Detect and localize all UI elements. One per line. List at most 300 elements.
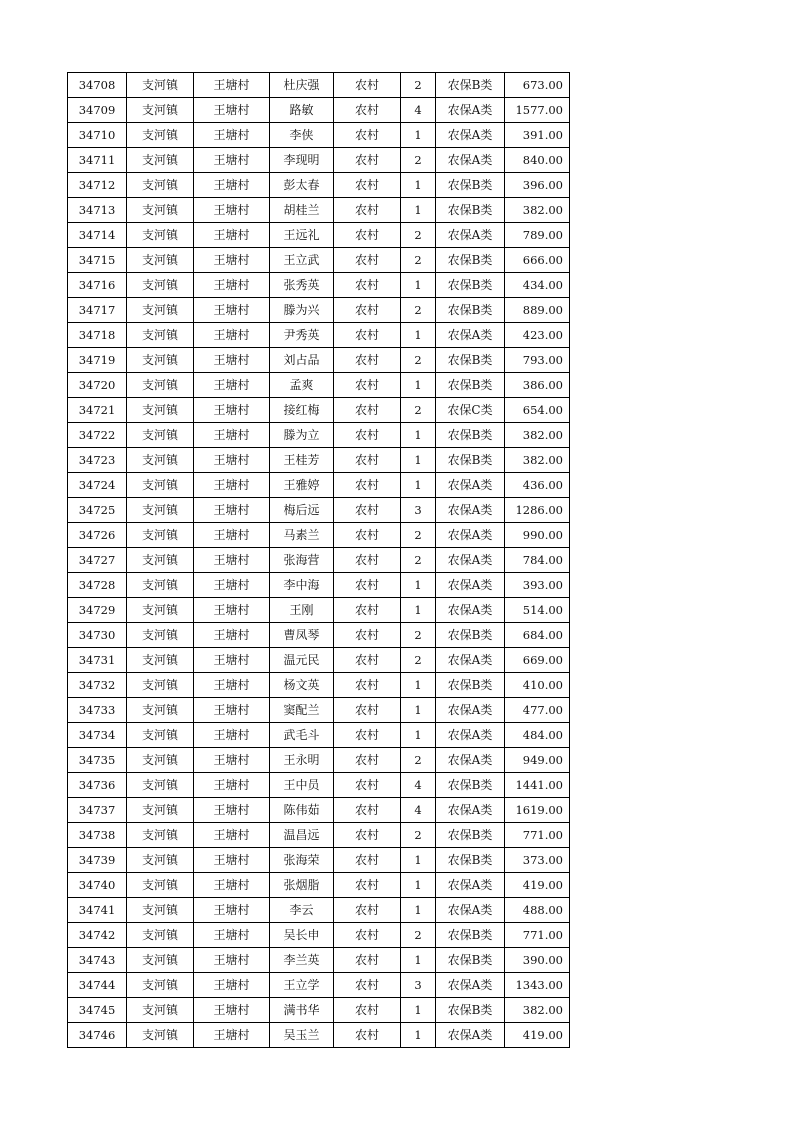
area-type-cell: 农村 <box>334 273 401 298</box>
insurance-category-cell: 农保A类 <box>436 98 505 123</box>
amount-cell: 840.00 <box>505 148 570 173</box>
area-type-cell: 农村 <box>334 948 401 973</box>
village-cell: 王塘村 <box>194 148 270 173</box>
village-cell: 王塘村 <box>194 248 270 273</box>
household-size-cell: 1 <box>401 848 436 873</box>
area-type-cell: 农村 <box>334 648 401 673</box>
amount-cell: 373.00 <box>505 848 570 873</box>
person-name-cell: 王远礼 <box>270 223 334 248</box>
amount-cell: 684.00 <box>505 623 570 648</box>
area-type-cell: 农村 <box>334 723 401 748</box>
village-cell: 王塘村 <box>194 423 270 448</box>
village-cell: 王塘村 <box>194 898 270 923</box>
person-name-cell: 接红梅 <box>270 398 334 423</box>
insurance-category-cell: 农保A类 <box>436 973 505 998</box>
table-row <box>68 748 570 773</box>
table-row <box>68 648 570 673</box>
record-id-cell: 34735 <box>68 748 127 773</box>
insurance-category-cell: 农保B类 <box>436 623 505 648</box>
household-size-cell: 2 <box>401 223 436 248</box>
record-id-cell: 34710 <box>68 123 127 148</box>
amount-cell: 434.00 <box>505 273 570 298</box>
area-type-cell: 农村 <box>334 1023 401 1048</box>
person-name-cell: 王雅婷 <box>270 473 334 498</box>
record-id-cell: 34730 <box>68 623 127 648</box>
town-cell: 支河镇 <box>127 623 194 648</box>
town-cell: 支河镇 <box>127 398 194 423</box>
record-id-cell: 34712 <box>68 173 127 198</box>
insurance-category-cell: 农保A类 <box>436 223 505 248</box>
area-type-cell: 农村 <box>334 548 401 573</box>
village-cell: 王塘村 <box>194 323 270 348</box>
town-cell: 支河镇 <box>127 923 194 948</box>
record-id-cell: 34729 <box>68 598 127 623</box>
table-row <box>68 298 570 323</box>
insurance-category-cell: 农保B类 <box>436 673 505 698</box>
amount-cell: 666.00 <box>505 248 570 273</box>
person-name-cell: 彭太春 <box>270 173 334 198</box>
town-cell: 支河镇 <box>127 423 194 448</box>
table-row <box>68 123 570 148</box>
household-size-cell: 2 <box>401 648 436 673</box>
household-size-cell: 2 <box>401 623 436 648</box>
amount-cell: 382.00 <box>505 448 570 473</box>
table-row <box>68 498 570 523</box>
town-cell: 支河镇 <box>127 373 194 398</box>
record-id-cell: 34725 <box>68 498 127 523</box>
town-cell: 支河镇 <box>127 773 194 798</box>
household-size-cell: 1 <box>401 323 436 348</box>
record-id-cell: 34731 <box>68 648 127 673</box>
village-cell: 王塘村 <box>194 773 270 798</box>
village-cell: 王塘村 <box>194 598 270 623</box>
town-cell: 支河镇 <box>127 498 194 523</box>
insurance-category-cell: 农保A类 <box>436 648 505 673</box>
area-type-cell: 农村 <box>334 298 401 323</box>
person-name-cell: 陈伟茹 <box>270 798 334 823</box>
area-type-cell: 农村 <box>334 698 401 723</box>
data-table <box>67 72 570 1048</box>
insurance-category-cell: 农保A类 <box>436 498 505 523</box>
insurance-category-cell: 农保B类 <box>436 273 505 298</box>
amount-cell: 396.00 <box>505 173 570 198</box>
table-row <box>68 398 570 423</box>
village-cell: 王塘村 <box>194 223 270 248</box>
record-id-cell: 34727 <box>68 548 127 573</box>
area-type-cell: 农村 <box>334 998 401 1023</box>
household-size-cell: 1 <box>401 473 436 498</box>
table-row <box>68 573 570 598</box>
area-type-cell: 农村 <box>334 198 401 223</box>
area-type-cell: 农村 <box>334 398 401 423</box>
insurance-category-cell: 农保C类 <box>436 398 505 423</box>
village-cell: 王塘村 <box>194 648 270 673</box>
record-id-cell: 34743 <box>68 948 127 973</box>
insurance-category-cell: 农保A类 <box>436 548 505 573</box>
household-size-cell: 2 <box>401 73 436 98</box>
village-cell: 王塘村 <box>194 273 270 298</box>
household-size-cell: 2 <box>401 548 436 573</box>
table-row <box>68 373 570 398</box>
town-cell: 支河镇 <box>127 273 194 298</box>
person-name-cell: 王立学 <box>270 973 334 998</box>
record-id-cell: 34720 <box>68 373 127 398</box>
household-size-cell: 2 <box>401 248 436 273</box>
area-type-cell: 农村 <box>334 848 401 873</box>
area-type-cell: 农村 <box>334 323 401 348</box>
town-cell: 支河镇 <box>127 848 194 873</box>
record-id-cell: 34741 <box>68 898 127 923</box>
town-cell: 支河镇 <box>127 248 194 273</box>
record-id-cell: 34745 <box>68 998 127 1023</box>
insurance-category-cell: 农保A类 <box>436 898 505 923</box>
household-size-cell: 4 <box>401 98 436 123</box>
household-size-cell: 2 <box>401 823 436 848</box>
person-name-cell: 曹凤琴 <box>270 623 334 648</box>
town-cell: 支河镇 <box>127 548 194 573</box>
village-cell: 王塘村 <box>194 573 270 598</box>
insurance-category-cell: 农保B类 <box>436 423 505 448</box>
area-type-cell: 农村 <box>334 348 401 373</box>
area-type-cell: 农村 <box>334 473 401 498</box>
insurance-category-cell: 农保B类 <box>436 248 505 273</box>
record-id-cell: 34732 <box>68 673 127 698</box>
area-type-cell: 农村 <box>334 798 401 823</box>
household-size-cell: 1 <box>401 948 436 973</box>
household-size-cell: 1 <box>401 898 436 923</box>
table-row <box>68 198 570 223</box>
amount-cell: 793.00 <box>505 348 570 373</box>
amount-cell: 419.00 <box>505 1023 570 1048</box>
table-row <box>68 348 570 373</box>
town-cell: 支河镇 <box>127 873 194 898</box>
village-cell: 王塘村 <box>194 698 270 723</box>
area-type-cell: 农村 <box>334 248 401 273</box>
person-name-cell: 王桂芳 <box>270 448 334 473</box>
area-type-cell: 农村 <box>334 598 401 623</box>
person-name-cell: 李中海 <box>270 573 334 598</box>
person-name-cell: 滕为兴 <box>270 298 334 323</box>
village-cell: 王塘村 <box>194 973 270 998</box>
person-name-cell: 李现明 <box>270 148 334 173</box>
table-row <box>68 148 570 173</box>
insurance-category-cell: 农保B类 <box>436 998 505 1023</box>
household-size-cell: 2 <box>401 523 436 548</box>
record-id-cell: 34714 <box>68 223 127 248</box>
record-id-cell: 34728 <box>68 573 127 598</box>
table-row <box>68 598 570 623</box>
table-row <box>68 998 570 1023</box>
town-cell: 支河镇 <box>127 823 194 848</box>
table-row <box>68 923 570 948</box>
record-id-cell: 34711 <box>68 148 127 173</box>
amount-cell: 673.00 <box>505 73 570 98</box>
amount-cell: 488.00 <box>505 898 570 923</box>
record-id-cell: 34721 <box>68 398 127 423</box>
record-id-cell: 34715 <box>68 248 127 273</box>
household-size-cell: 1 <box>401 573 436 598</box>
household-size-cell: 1 <box>401 673 436 698</box>
amount-cell: 771.00 <box>505 923 570 948</box>
village-cell: 王塘村 <box>194 173 270 198</box>
town-cell: 支河镇 <box>127 648 194 673</box>
person-name-cell: 武毛斗 <box>270 723 334 748</box>
person-name-cell: 孟爽 <box>270 373 334 398</box>
record-id-cell: 34739 <box>68 848 127 873</box>
insurance-category-cell: 农保A类 <box>436 598 505 623</box>
amount-cell: 382.00 <box>505 423 570 448</box>
village-cell: 王塘村 <box>194 373 270 398</box>
insurance-category-cell: 农保B类 <box>436 823 505 848</box>
insurance-category-cell: 农保A类 <box>436 523 505 548</box>
amount-cell: 654.00 <box>505 398 570 423</box>
table-row <box>68 73 570 98</box>
table-row <box>68 323 570 348</box>
town-cell: 支河镇 <box>127 748 194 773</box>
amount-cell: 410.00 <box>505 673 570 698</box>
village-cell: 王塘村 <box>194 73 270 98</box>
insurance-category-cell: 农保A类 <box>436 723 505 748</box>
area-type-cell: 农村 <box>334 573 401 598</box>
amount-cell: 423.00 <box>505 323 570 348</box>
insurance-category-cell: 农保A类 <box>436 798 505 823</box>
amount-cell: 382.00 <box>505 198 570 223</box>
record-id-cell: 34713 <box>68 198 127 223</box>
insurance-category-cell: 农保A类 <box>436 473 505 498</box>
household-size-cell: 3 <box>401 498 436 523</box>
table-row <box>68 973 570 998</box>
record-id-cell: 34737 <box>68 798 127 823</box>
record-id-cell: 34734 <box>68 723 127 748</box>
household-size-cell: 1 <box>401 698 436 723</box>
record-id-cell: 34719 <box>68 348 127 373</box>
village-cell: 王塘村 <box>194 723 270 748</box>
town-cell: 支河镇 <box>127 998 194 1023</box>
insurance-category-cell: 农保B类 <box>436 448 505 473</box>
table-row <box>68 248 570 273</box>
amount-cell: 484.00 <box>505 723 570 748</box>
town-cell: 支河镇 <box>127 798 194 823</box>
record-id-cell: 34709 <box>68 98 127 123</box>
area-type-cell: 农村 <box>334 673 401 698</box>
village-cell: 王塘村 <box>194 948 270 973</box>
area-type-cell: 农村 <box>334 498 401 523</box>
amount-cell: 1577.00 <box>505 98 570 123</box>
person-name-cell: 张海荣 <box>270 848 334 873</box>
area-type-cell: 农村 <box>334 748 401 773</box>
person-name-cell: 温昌远 <box>270 823 334 848</box>
table-row <box>68 873 570 898</box>
village-cell: 王塘村 <box>194 1023 270 1048</box>
area-type-cell: 农村 <box>334 373 401 398</box>
person-name-cell: 李侠 <box>270 123 334 148</box>
household-size-cell: 2 <box>401 148 436 173</box>
village-cell: 王塘村 <box>194 673 270 698</box>
area-type-cell: 农村 <box>334 898 401 923</box>
person-name-cell: 滕为立 <box>270 423 334 448</box>
person-name-cell: 梅后远 <box>270 498 334 523</box>
insurance-category-cell: 农保B类 <box>436 73 505 98</box>
village-cell: 王塘村 <box>194 523 270 548</box>
person-name-cell: 尹秀英 <box>270 323 334 348</box>
insurance-category-cell: 农保A类 <box>436 573 505 598</box>
record-id-cell: 34718 <box>68 323 127 348</box>
household-size-cell: 1 <box>401 173 436 198</box>
table-row <box>68 698 570 723</box>
amount-cell: 391.00 <box>505 123 570 148</box>
town-cell: 支河镇 <box>127 898 194 923</box>
amount-cell: 477.00 <box>505 698 570 723</box>
village-cell: 王塘村 <box>194 548 270 573</box>
person-name-cell: 张烟脂 <box>270 873 334 898</box>
town-cell: 支河镇 <box>127 598 194 623</box>
household-size-cell: 1 <box>401 598 436 623</box>
person-name-cell: 刘占品 <box>270 348 334 373</box>
insurance-category-cell: 农保B类 <box>436 848 505 873</box>
household-size-cell: 2 <box>401 398 436 423</box>
table-row <box>68 223 570 248</box>
household-size-cell: 1 <box>401 423 436 448</box>
record-id-cell: 34717 <box>68 298 127 323</box>
insurance-category-cell: 农保A类 <box>436 698 505 723</box>
village-cell: 王塘村 <box>194 923 270 948</box>
amount-cell: 436.00 <box>505 473 570 498</box>
area-type-cell: 农村 <box>334 423 401 448</box>
person-name-cell: 杨文英 <box>270 673 334 698</box>
household-size-cell: 1 <box>401 873 436 898</box>
amount-cell: 393.00 <box>505 573 570 598</box>
record-id-cell: 34716 <box>68 273 127 298</box>
amount-cell: 990.00 <box>505 523 570 548</box>
record-id-cell: 34722 <box>68 423 127 448</box>
household-size-cell: 1 <box>401 723 436 748</box>
table-row <box>68 423 570 448</box>
record-id-cell: 34708 <box>68 73 127 98</box>
insurance-category-cell: 农保A类 <box>436 1023 505 1048</box>
person-name-cell: 李云 <box>270 898 334 923</box>
area-type-cell: 农村 <box>334 173 401 198</box>
table-row <box>68 448 570 473</box>
town-cell: 支河镇 <box>127 948 194 973</box>
village-cell: 王塘村 <box>194 873 270 898</box>
person-name-cell: 路敏 <box>270 98 334 123</box>
village-cell: 王塘村 <box>194 448 270 473</box>
person-name-cell: 杜庆强 <box>270 73 334 98</box>
household-size-cell: 1 <box>401 448 436 473</box>
amount-cell: 1441.00 <box>505 773 570 798</box>
insurance-category-cell: 农保B类 <box>436 348 505 373</box>
person-name-cell: 吴长申 <box>270 923 334 948</box>
table-row <box>68 623 570 648</box>
record-id-cell: 34742 <box>68 923 127 948</box>
household-size-cell: 2 <box>401 348 436 373</box>
table-row <box>68 173 570 198</box>
record-id-cell: 34738 <box>68 823 127 848</box>
town-cell: 支河镇 <box>127 348 194 373</box>
town-cell: 支河镇 <box>127 173 194 198</box>
person-name-cell: 张秀英 <box>270 273 334 298</box>
person-name-cell: 满书华 <box>270 998 334 1023</box>
household-size-cell: 2 <box>401 298 436 323</box>
amount-cell: 382.00 <box>505 998 570 1023</box>
insurance-category-cell: 农保B类 <box>436 373 505 398</box>
amount-cell: 390.00 <box>505 948 570 973</box>
person-name-cell: 温元民 <box>270 648 334 673</box>
table-row <box>68 898 570 923</box>
town-cell: 支河镇 <box>127 123 194 148</box>
household-size-cell: 1 <box>401 273 436 298</box>
area-type-cell: 农村 <box>334 98 401 123</box>
record-id-cell: 34726 <box>68 523 127 548</box>
village-cell: 王塘村 <box>194 823 270 848</box>
table-row <box>68 773 570 798</box>
town-cell: 支河镇 <box>127 298 194 323</box>
village-cell: 王塘村 <box>194 998 270 1023</box>
record-id-cell: 34746 <box>68 1023 127 1048</box>
household-size-cell: 2 <box>401 748 436 773</box>
area-type-cell: 农村 <box>334 523 401 548</box>
amount-cell: 889.00 <box>505 298 570 323</box>
household-size-cell: 2 <box>401 923 436 948</box>
insurance-category-cell: 农保B类 <box>436 198 505 223</box>
area-type-cell: 农村 <box>334 73 401 98</box>
village-cell: 王塘村 <box>194 498 270 523</box>
table-row <box>68 98 570 123</box>
town-cell: 支河镇 <box>127 973 194 998</box>
table-row <box>68 823 570 848</box>
household-size-cell: 1 <box>401 998 436 1023</box>
table-row <box>68 273 570 298</box>
town-cell: 支河镇 <box>127 473 194 498</box>
village-cell: 王塘村 <box>194 473 270 498</box>
table-row <box>68 548 570 573</box>
household-size-cell: 1 <box>401 123 436 148</box>
insurance-category-cell: 农保A类 <box>436 148 505 173</box>
area-type-cell: 农村 <box>334 873 401 898</box>
household-size-cell: 1 <box>401 198 436 223</box>
table-body <box>68 73 570 1048</box>
insurance-category-cell: 农保A类 <box>436 123 505 148</box>
table-row <box>68 523 570 548</box>
record-id-cell: 34733 <box>68 698 127 723</box>
insurance-category-cell: 农保B类 <box>436 298 505 323</box>
area-type-cell: 农村 <box>334 223 401 248</box>
amount-cell: 1619.00 <box>505 798 570 823</box>
village-cell: 王塘村 <box>194 848 270 873</box>
record-id-cell: 34744 <box>68 973 127 998</box>
household-size-cell: 1 <box>401 1023 436 1048</box>
person-name-cell: 吴玉兰 <box>270 1023 334 1048</box>
amount-cell: 1286.00 <box>505 498 570 523</box>
table-row <box>68 948 570 973</box>
village-cell: 王塘村 <box>194 123 270 148</box>
area-type-cell: 农村 <box>334 923 401 948</box>
town-cell: 支河镇 <box>127 723 194 748</box>
village-cell: 王塘村 <box>194 398 270 423</box>
area-type-cell: 农村 <box>334 448 401 473</box>
amount-cell: 784.00 <box>505 548 570 573</box>
town-cell: 支河镇 <box>127 573 194 598</box>
household-size-cell: 3 <box>401 973 436 998</box>
town-cell: 支河镇 <box>127 323 194 348</box>
village-cell: 王塘村 <box>194 348 270 373</box>
area-type-cell: 农村 <box>334 123 401 148</box>
amount-cell: 386.00 <box>505 373 570 398</box>
village-cell: 王塘村 <box>194 98 270 123</box>
person-name-cell: 窦配兰 <box>270 698 334 723</box>
person-name-cell: 王刚 <box>270 598 334 623</box>
town-cell: 支河镇 <box>127 223 194 248</box>
